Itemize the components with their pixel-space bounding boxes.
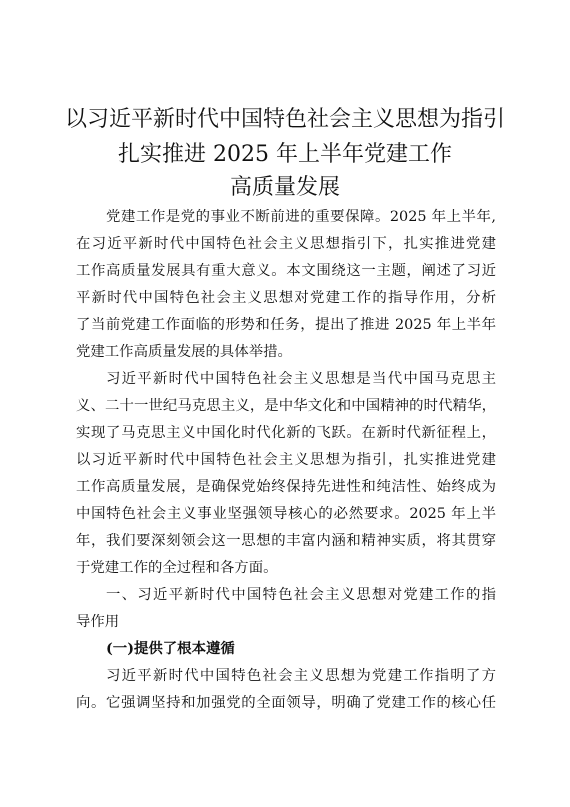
body-line: 了当前党建工作面临的形势和任务，提出了推进 2025 年上半年 [76, 317, 496, 333]
subsection-heading: (一)提供了根本遵循 [106, 640, 235, 657]
title-line-3: 高质量发展 [229, 175, 340, 200]
body-line: 义、二十一世纪马克思主义，是中华文化和中国精神的时代精华， [76, 398, 496, 414]
body-line: 习近平新时代中国特色社会主义思想为党建工作指明了方 [106, 668, 496, 684]
title-line-2: 扎实推进 2025 年上半年党建工作 [118, 142, 452, 167]
body-line: 在习近平新时代中国特色社会主义思想指引下，扎实推进党建 [76, 236, 496, 252]
body-line: 年，我们要深刻领会这一思想的丰富内涵和精神实质，将其贯穿 [76, 533, 496, 549]
title-line-1: 以习近平新时代中国特色社会主义思想为指引 [64, 107, 505, 132]
section-heading-cont: 导作用 [76, 614, 120, 630]
body-line: 以习近平新时代中国特色社会主义思想为指引，扎实推进党建 [76, 452, 496, 468]
body-line: 向。它强调坚持和加强党的全面领导，明确了党建工作的核心任 [76, 695, 496, 711]
body-line: 习近平新时代中国特色社会主义思想是当代中国马克思主 [106, 371, 496, 387]
section-heading: 一、习近平新时代中国特色社会主义思想对党建工作的指 [106, 587, 496, 603]
body-line: 平新时代中国特色社会主义思想对党建工作的指导作用，分析 [76, 290, 496, 306]
body-line: 中国特色社会主义事业坚强领导核心的必然要求。2025 年上半 [76, 506, 496, 522]
body-line: 实现了马克思主义中国化时代化新的飞跃。在新时代新征程上， [76, 425, 496, 441]
body-line: 党建工作是党的事业不断前进的重要保障。2025 年上半年, [106, 209, 496, 225]
body-line: 于党建工作的全过程和各方面。 [76, 560, 278, 576]
body-line: 工作高质量发展，是确保党始终保持先进性和纯洁性、始终成为 [76, 479, 496, 495]
body-line: 党建工作高质量发展的具体举措。 [76, 344, 292, 360]
body-line: 工作高质量发展具有重大意义。本文围绕这一主题，阐述了习近 [76, 263, 496, 279]
